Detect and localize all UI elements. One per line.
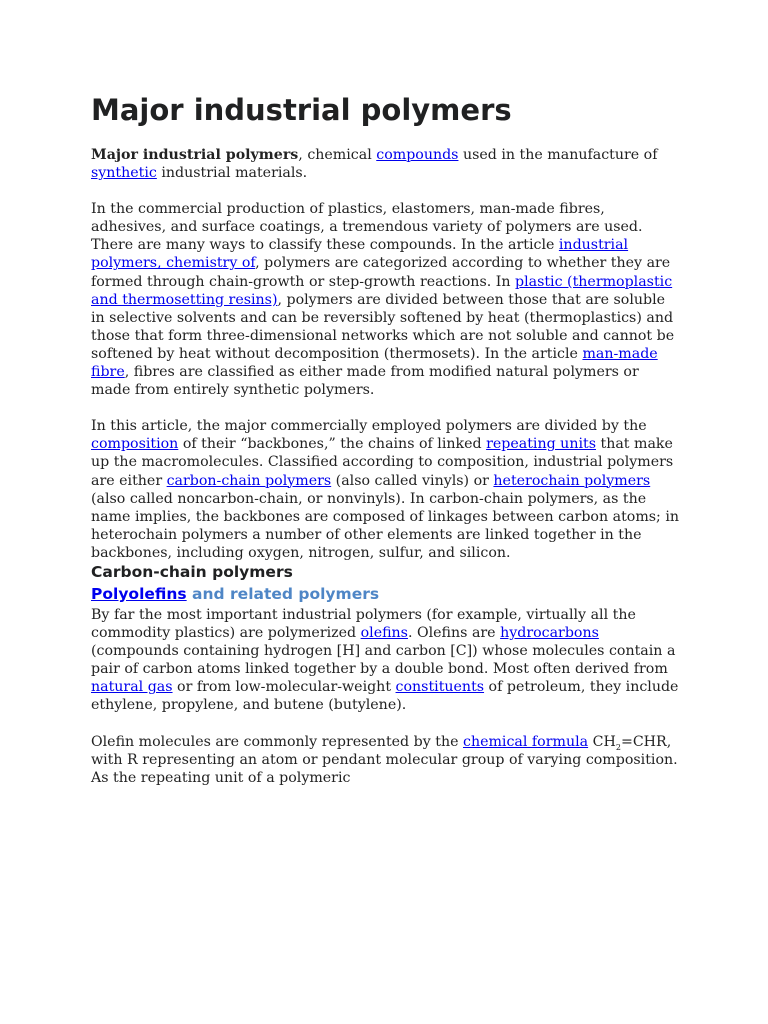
link-industrial-polymers-chemistry[interactable]: industrial polymers, chemistry of [91, 237, 629, 272]
link-plastic[interactable]: plastic (thermoplastic and thermosetting resins) [91, 273, 673, 308]
intro-paragraph: Major industrial polymers, chemical compounds used in the manufacture of synthetic industrial materials. [91, 147, 658, 182]
link-chemical-formula[interactable]: chemical formula [463, 733, 589, 750]
link-repeating-units[interactable]: repeating units [486, 436, 596, 453]
link-man-made-fibre[interactable]: man-made fibre [91, 345, 658, 381]
subsection-heading-polyolefins: Polyolefins and related polymers [91, 584, 380, 603]
link-carbon-chain-polymers[interactable]: carbon-chain polymers [166, 472, 332, 489]
link-composition[interactable]: composition [91, 436, 179, 453]
article [91, 92, 681, 787]
link-polyolefins[interactable]: Polyolefins [91, 584, 187, 603]
classification-paragraph: In the commercial production of plastics, elastomers, man-made fibres, adhesives, and surface coatings, a tremendous variety of polymers are used. There are many ways to classify these compounds. In the article industrial polymers, chemistry of, polymers are categorized according to whether they are formed through chain-growth or step-growth reactions. In plastic (thermoplastic and thermosetting resins), polymers are divided between those that are soluble in selective solvents and can be reversibly softened by heat (thermoplastics) and those that form three-dimensional networks which are not soluble and cannot be softened by heat without decomposition (thermosets). In the article man-made fibre, fibres are classified as either made from modified natural polymers or made from entirely synthetic polymers. [91, 201, 675, 399]
page-title: Major industrial polymers [91, 93, 512, 127]
composition-paragraph: In this article, the major commercially employed polymers are divided by the composition of their “backbones,” the chains of linked repeating units that make up the macromolecules. Classified according to composition, industrial polymers are either carbon-chain polymers (also called vinyls) or heterochain polymers (also called noncarbon-chain, or nonvinyls). In carbon-chain polymers, as the name implies, the backbones are composed of linkages between carbon atoms; in heterochain polymers a number of other elements are linked together in the backbones, including oxygen, nitrogen, sulfur, and silicon. [91, 418, 680, 561]
link-olefins[interactable]: olefins [360, 625, 408, 642]
link-hydrocarbons[interactable]: hydrocarbons [500, 625, 599, 642]
link-constituents[interactable]: constituents [395, 679, 485, 696]
subscript-2: 2 [615, 742, 621, 752]
link-natural-gas[interactable]: natural gas [91, 679, 173, 696]
link-compounds[interactable]: compounds [376, 147, 459, 163]
link-heterochain-polymers[interactable]: heterochain polymers [493, 472, 651, 489]
intro-bold-term: Major industrial polymers [91, 147, 299, 163]
olefins-paragraph: By far the most important industrial polymers (for example, virtually all the commodity plastics) are polymerized olefins. Olefins are hydrocarbons (compounds containing hydrogen [H] and carbon [C]) whose molecules contain a pair of carbon atoms linked together by a double bond. Most often derived from natural gas or from low-molecular-weight constituents of petroleum, they include ethylene, propylene, and butene (butylene). [91, 606, 679, 714]
formula-paragraph: Olefin molecules are commonly represented by the chemical formula $CH_2=CHR$, with R representing an atom or pendant molecular group of varying composition. As the repeating unit of a polymeric [91, 733, 678, 786]
link-synthetic[interactable]: synthetic [91, 165, 157, 182]
section-heading-carbon-chain: Carbon-chain polymers [91, 562, 293, 581]
